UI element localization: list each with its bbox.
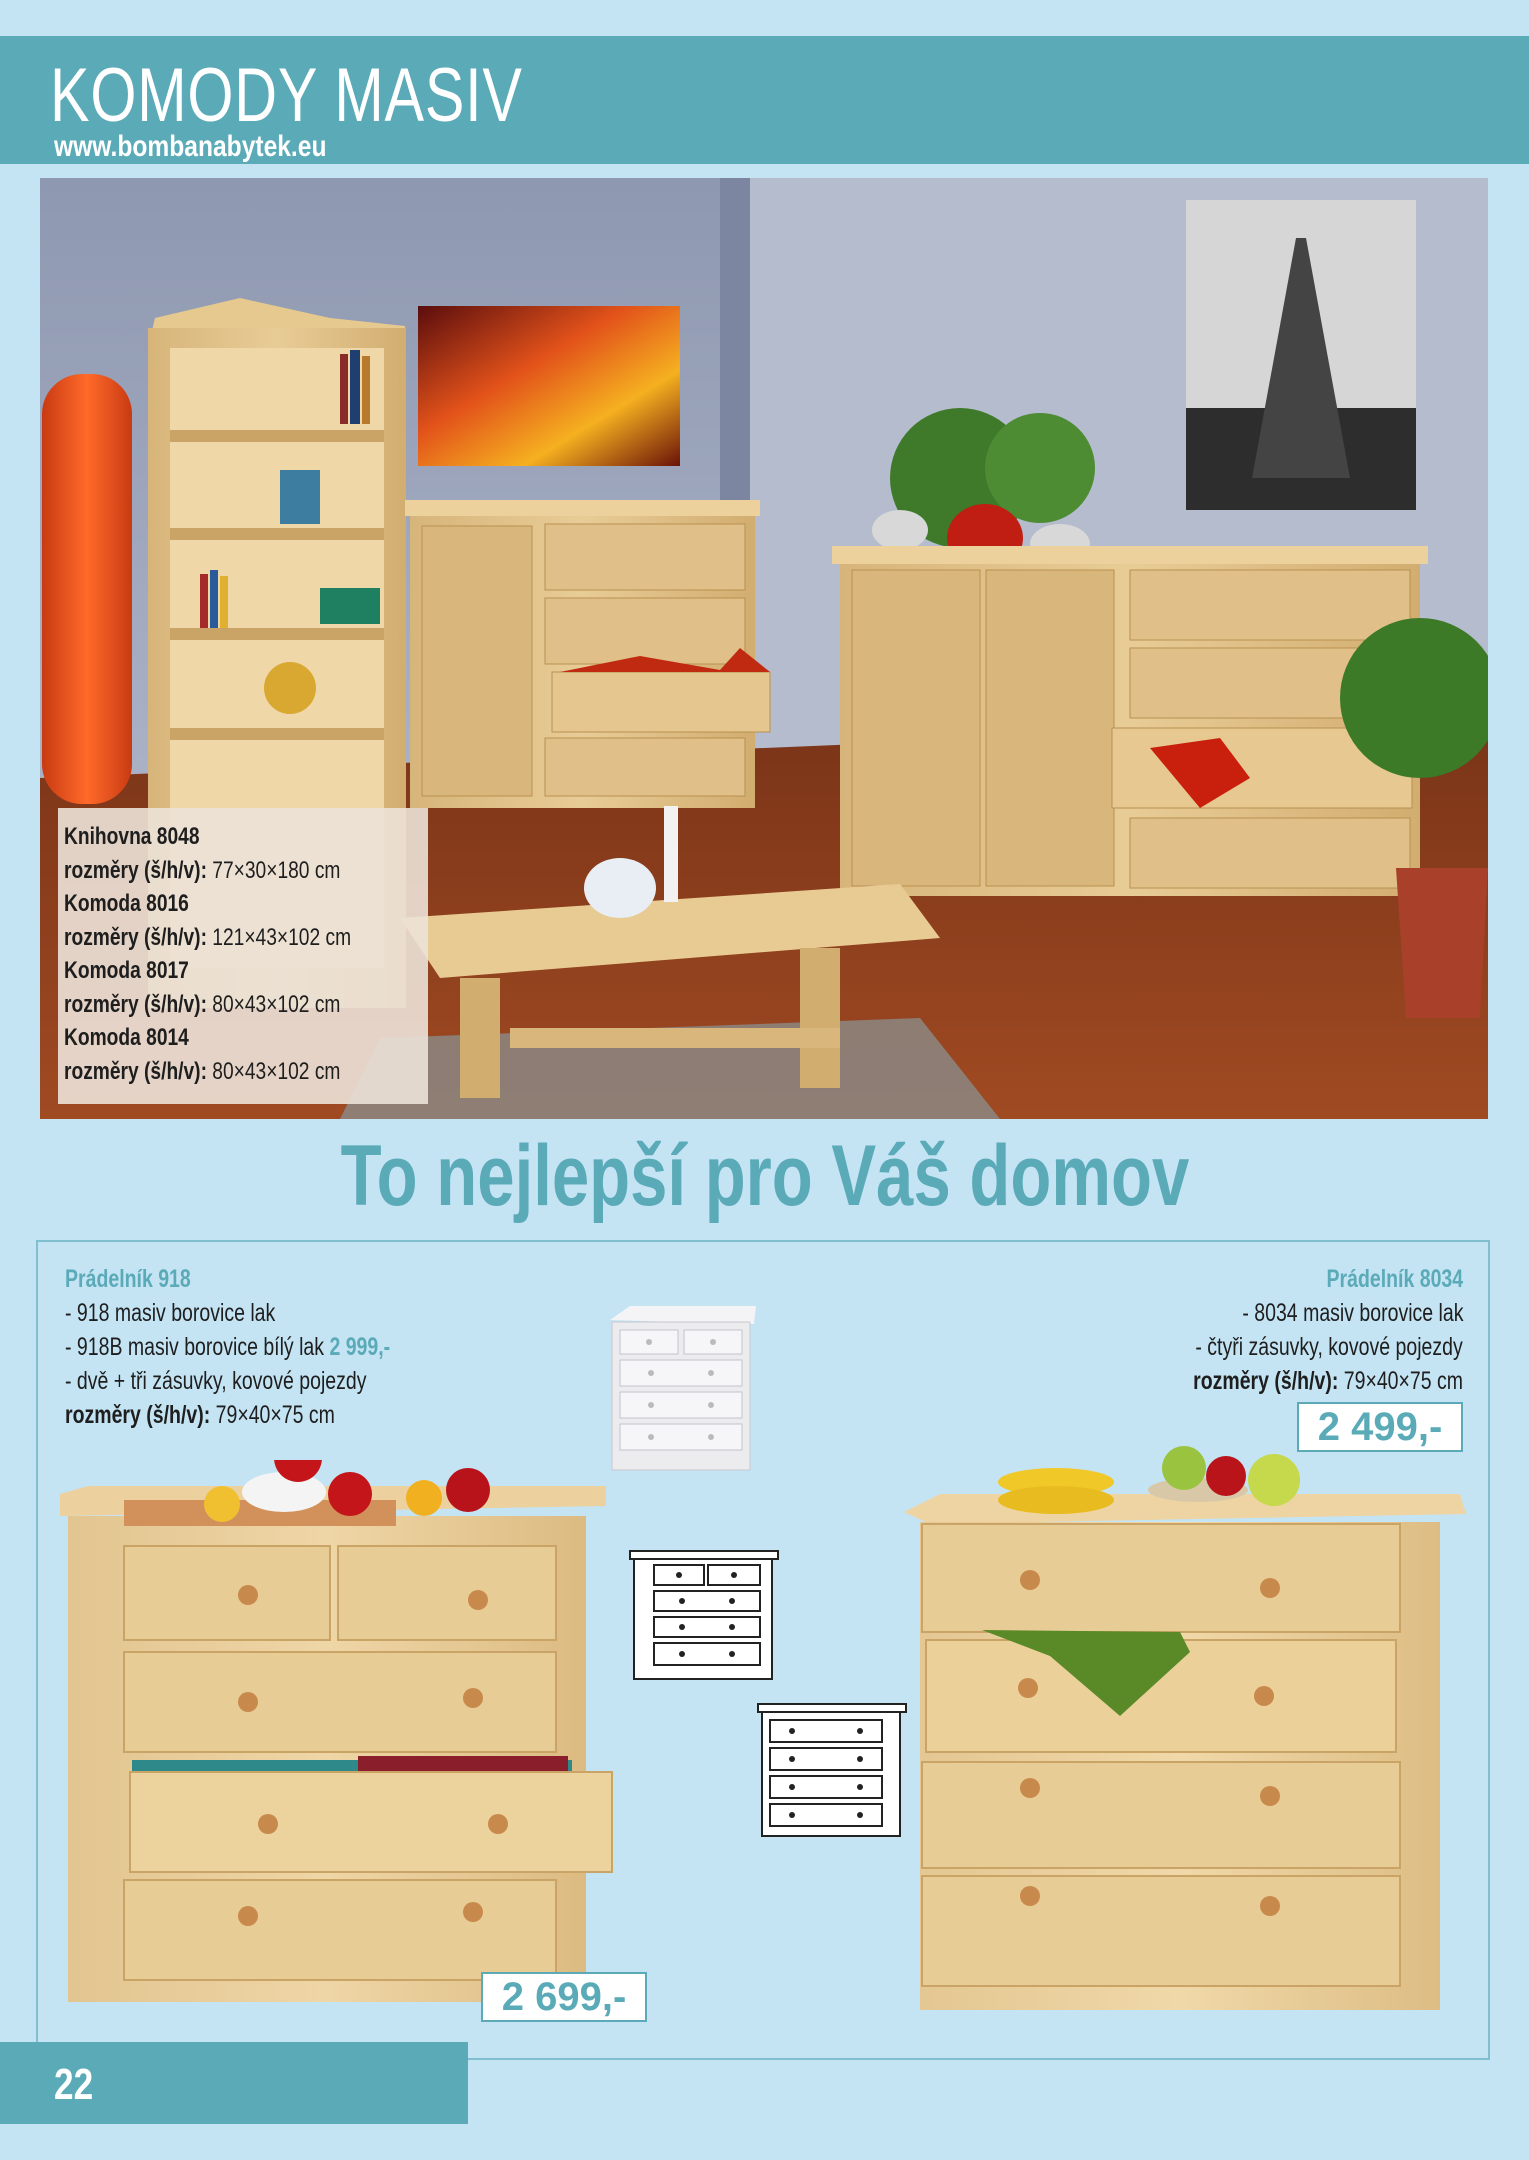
hero-photo — [40, 178, 1488, 1119]
caption-dim-label: rozměry (š/h/v): — [64, 1057, 207, 1085]
caption-dim-label: rozměry (š/h/v): — [64, 923, 207, 951]
left-product-line3: - dvě + tři zásuvky, kovové pojezdy — [65, 1367, 367, 1395]
caption-product-name: Komoda 8017 — [64, 957, 189, 984]
tagline — [0, 1126, 1529, 1226]
left-product-dimensions — [65, 1398, 335, 1432]
right-dim-value: 79×40×75 cm — [1338, 1367, 1463, 1395]
left-product-price: 2 699,- — [481, 1972, 647, 2022]
caption-dimensions — [64, 854, 350, 888]
caption-dim-value: 80×43×102 cm — [206, 1057, 341, 1085]
left-dim-value: 79×40×75 cm — [210, 1401, 335, 1429]
left-line2-text: - 918B masiv borovice bílý lak — [65, 1333, 330, 1361]
caption-product-name: Knihovna 8048 — [64, 823, 200, 850]
tagline-text: To nejlepší pro Váš domov — [340, 1128, 1189, 1224]
page-title: KOMODY MASIV — [50, 53, 523, 138]
white-variant-price: 2 999,- — [329, 1333, 391, 1361]
hero-caption — [58, 808, 428, 1104]
caption-dim-value: 80×43×102 cm — [206, 990, 341, 1018]
caption-product-name: Komoda 8014 — [64, 1024, 189, 1051]
caption-dimensions — [64, 921, 350, 955]
right-product-line2: - čtyři zásuvky, kovové pojezdy — [1195, 1333, 1463, 1361]
left-product-name: Prádelník 918 — [65, 1265, 191, 1293]
caption-dim-value: 77×30×180 cm — [206, 856, 341, 884]
caption-product-name: Komoda 8016 — [64, 890, 189, 917]
right-product-price: 2 499,- — [1297, 1402, 1463, 1452]
dresser-918-line-drawing — [628, 1545, 780, 1695]
right-product-name: Prádelník 8034 — [1326, 1265, 1463, 1293]
caption-dim-label: rozměry (š/h/v): — [64, 856, 207, 884]
right-dim-label: rozměry (š/h/v): — [1193, 1367, 1339, 1395]
caption-dim-label: rozměry (š/h/v): — [64, 990, 207, 1018]
dresser-8034-line-drawing — [756, 1698, 908, 1848]
right-product-line1: - 8034 masiv borovice lak — [1241, 1299, 1463, 1327]
page-number: 22 — [54, 2060, 94, 2109]
caption-dimensions — [64, 1055, 350, 1089]
left-dim-label: rozměry (š/h/v): — [65, 1401, 211, 1429]
dresser-8034-photo — [900, 1440, 1470, 2020]
white-dresser-photo — [606, 1300, 758, 1482]
website-url: www.bombanabytek.eu — [54, 130, 327, 163]
caption-dimensions — [64, 988, 350, 1022]
caption-dim-value: 121×43×102 cm — [206, 923, 352, 951]
left-product-line2 — [65, 1330, 390, 1364]
dresser-918-photo — [58, 1460, 614, 2008]
left-product-line1: - 918 masiv borovice lak — [65, 1299, 276, 1327]
right-product-dimensions — [1193, 1364, 1463, 1398]
